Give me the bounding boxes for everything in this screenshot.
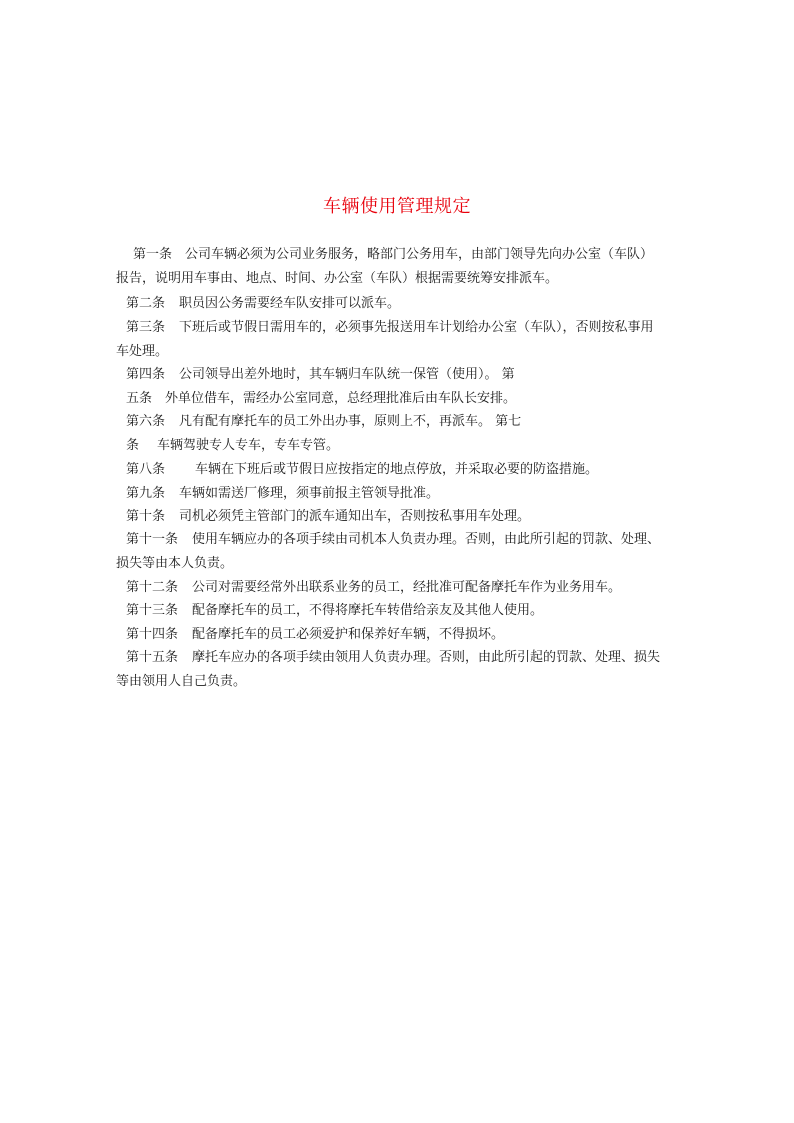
line-18 <box>126 650 660 666</box>
article-text: 车辆在下班后或节假日应按指定的地点停放，并采取必要的防盗措施。 <box>195 462 599 477</box>
article-text: 车辆驾驶专人专车，专车专管。 <box>157 438 340 453</box>
article-number: 第十二条 <box>126 580 179 595</box>
article-text: 公司领导出差外地时，其车辆归车队统一保管（使用）。 第 <box>179 367 515 382</box>
article-text: 车辆如需送厂修理，须事前报主管领导批准。 <box>179 486 440 501</box>
article-text: 公司车辆必须为公司业务服务，略部门公务用车，由部门领导先向办公室（车队） <box>185 247 654 262</box>
line-4 <box>126 320 654 336</box>
document-title: 车辆使用管理规定 <box>323 196 471 217</box>
article-number: 第十一条 <box>126 532 179 547</box>
line-14 <box>116 556 233 572</box>
article-number: 第三条 <box>126 320 166 335</box>
line-19 <box>116 674 246 690</box>
article-text: 职员因公务需要经车队安排可以派车。 <box>179 296 401 311</box>
article-text: 配备摩托车的员工，不得将摩托车转借给亲友及其他人使用。 <box>192 603 544 618</box>
article-text: 等由领用人自己负责。 <box>116 674 247 689</box>
line-6 <box>126 367 515 383</box>
line-15 <box>126 580 621 596</box>
line-2 <box>116 271 558 287</box>
article-number: 第八条 <box>126 462 166 477</box>
line-9 <box>126 438 339 454</box>
line-12 <box>126 509 530 525</box>
line-10 <box>126 462 598 478</box>
article-number: 第十四条 <box>126 627 179 642</box>
article-text: 损失等由本人负责。 <box>116 556 234 571</box>
line-3 <box>126 296 400 312</box>
article-number: 第四条 <box>126 367 166 382</box>
article-text: 摩托车应办的各项手续由领用人负责办理。否则，由此所引起的罚款、处理、损失 <box>192 650 661 665</box>
article-text: 车处理。 <box>116 344 169 359</box>
line-7 <box>126 391 516 407</box>
article-number: 条 <box>126 438 140 453</box>
line-17 <box>126 627 504 643</box>
article-number: 第一条 <box>133 247 173 262</box>
line-11 <box>126 486 439 502</box>
article-number: 第二条 <box>126 296 166 311</box>
line-5 <box>116 344 168 360</box>
line-1 <box>133 247 653 263</box>
article-number: 第六条 <box>126 414 166 429</box>
article-text: 下班后或节假日需用车的，必须事先报送用车计划给办公室（车队），否则按私事用 <box>179 320 654 335</box>
article-text: 外单位借车，需经办公室同意，总经理批准后由车队长安排。 <box>165 391 517 406</box>
article-text: 配备摩托车的员工必须爱护和保养好车辆，不得损坏。 <box>192 627 505 642</box>
article-number: 第十三条 <box>126 603 179 618</box>
article-text: 司机必须凭主管部门的派车通知出车，否则按私事用车处理。 <box>179 509 531 524</box>
article-text: 公司对需要经常外出联系业务的员工，经批准可配备摩托车作为业务用车。 <box>192 580 622 595</box>
article-number: 第十条 <box>126 509 166 524</box>
line-13 <box>126 532 660 548</box>
line-8 <box>126 414 521 430</box>
article-number: 第九条 <box>126 486 166 501</box>
article-number: 五条 <box>126 391 153 406</box>
line-16 <box>126 603 543 619</box>
article-text: 凡有配有摩托车的员工外出办事，原则上不，再派车。 第七 <box>179 414 522 429</box>
article-number: 第十五条 <box>126 650 179 665</box>
article-text: 报告，说明用车事由、地点、时间、办公室（车队）根据需要统筹安排派车。 <box>116 271 559 286</box>
article-text: 使用车辆应办的各项手续由司机本人负责办理。否则，由此所引起的罚款、处理、 <box>192 532 661 547</box>
